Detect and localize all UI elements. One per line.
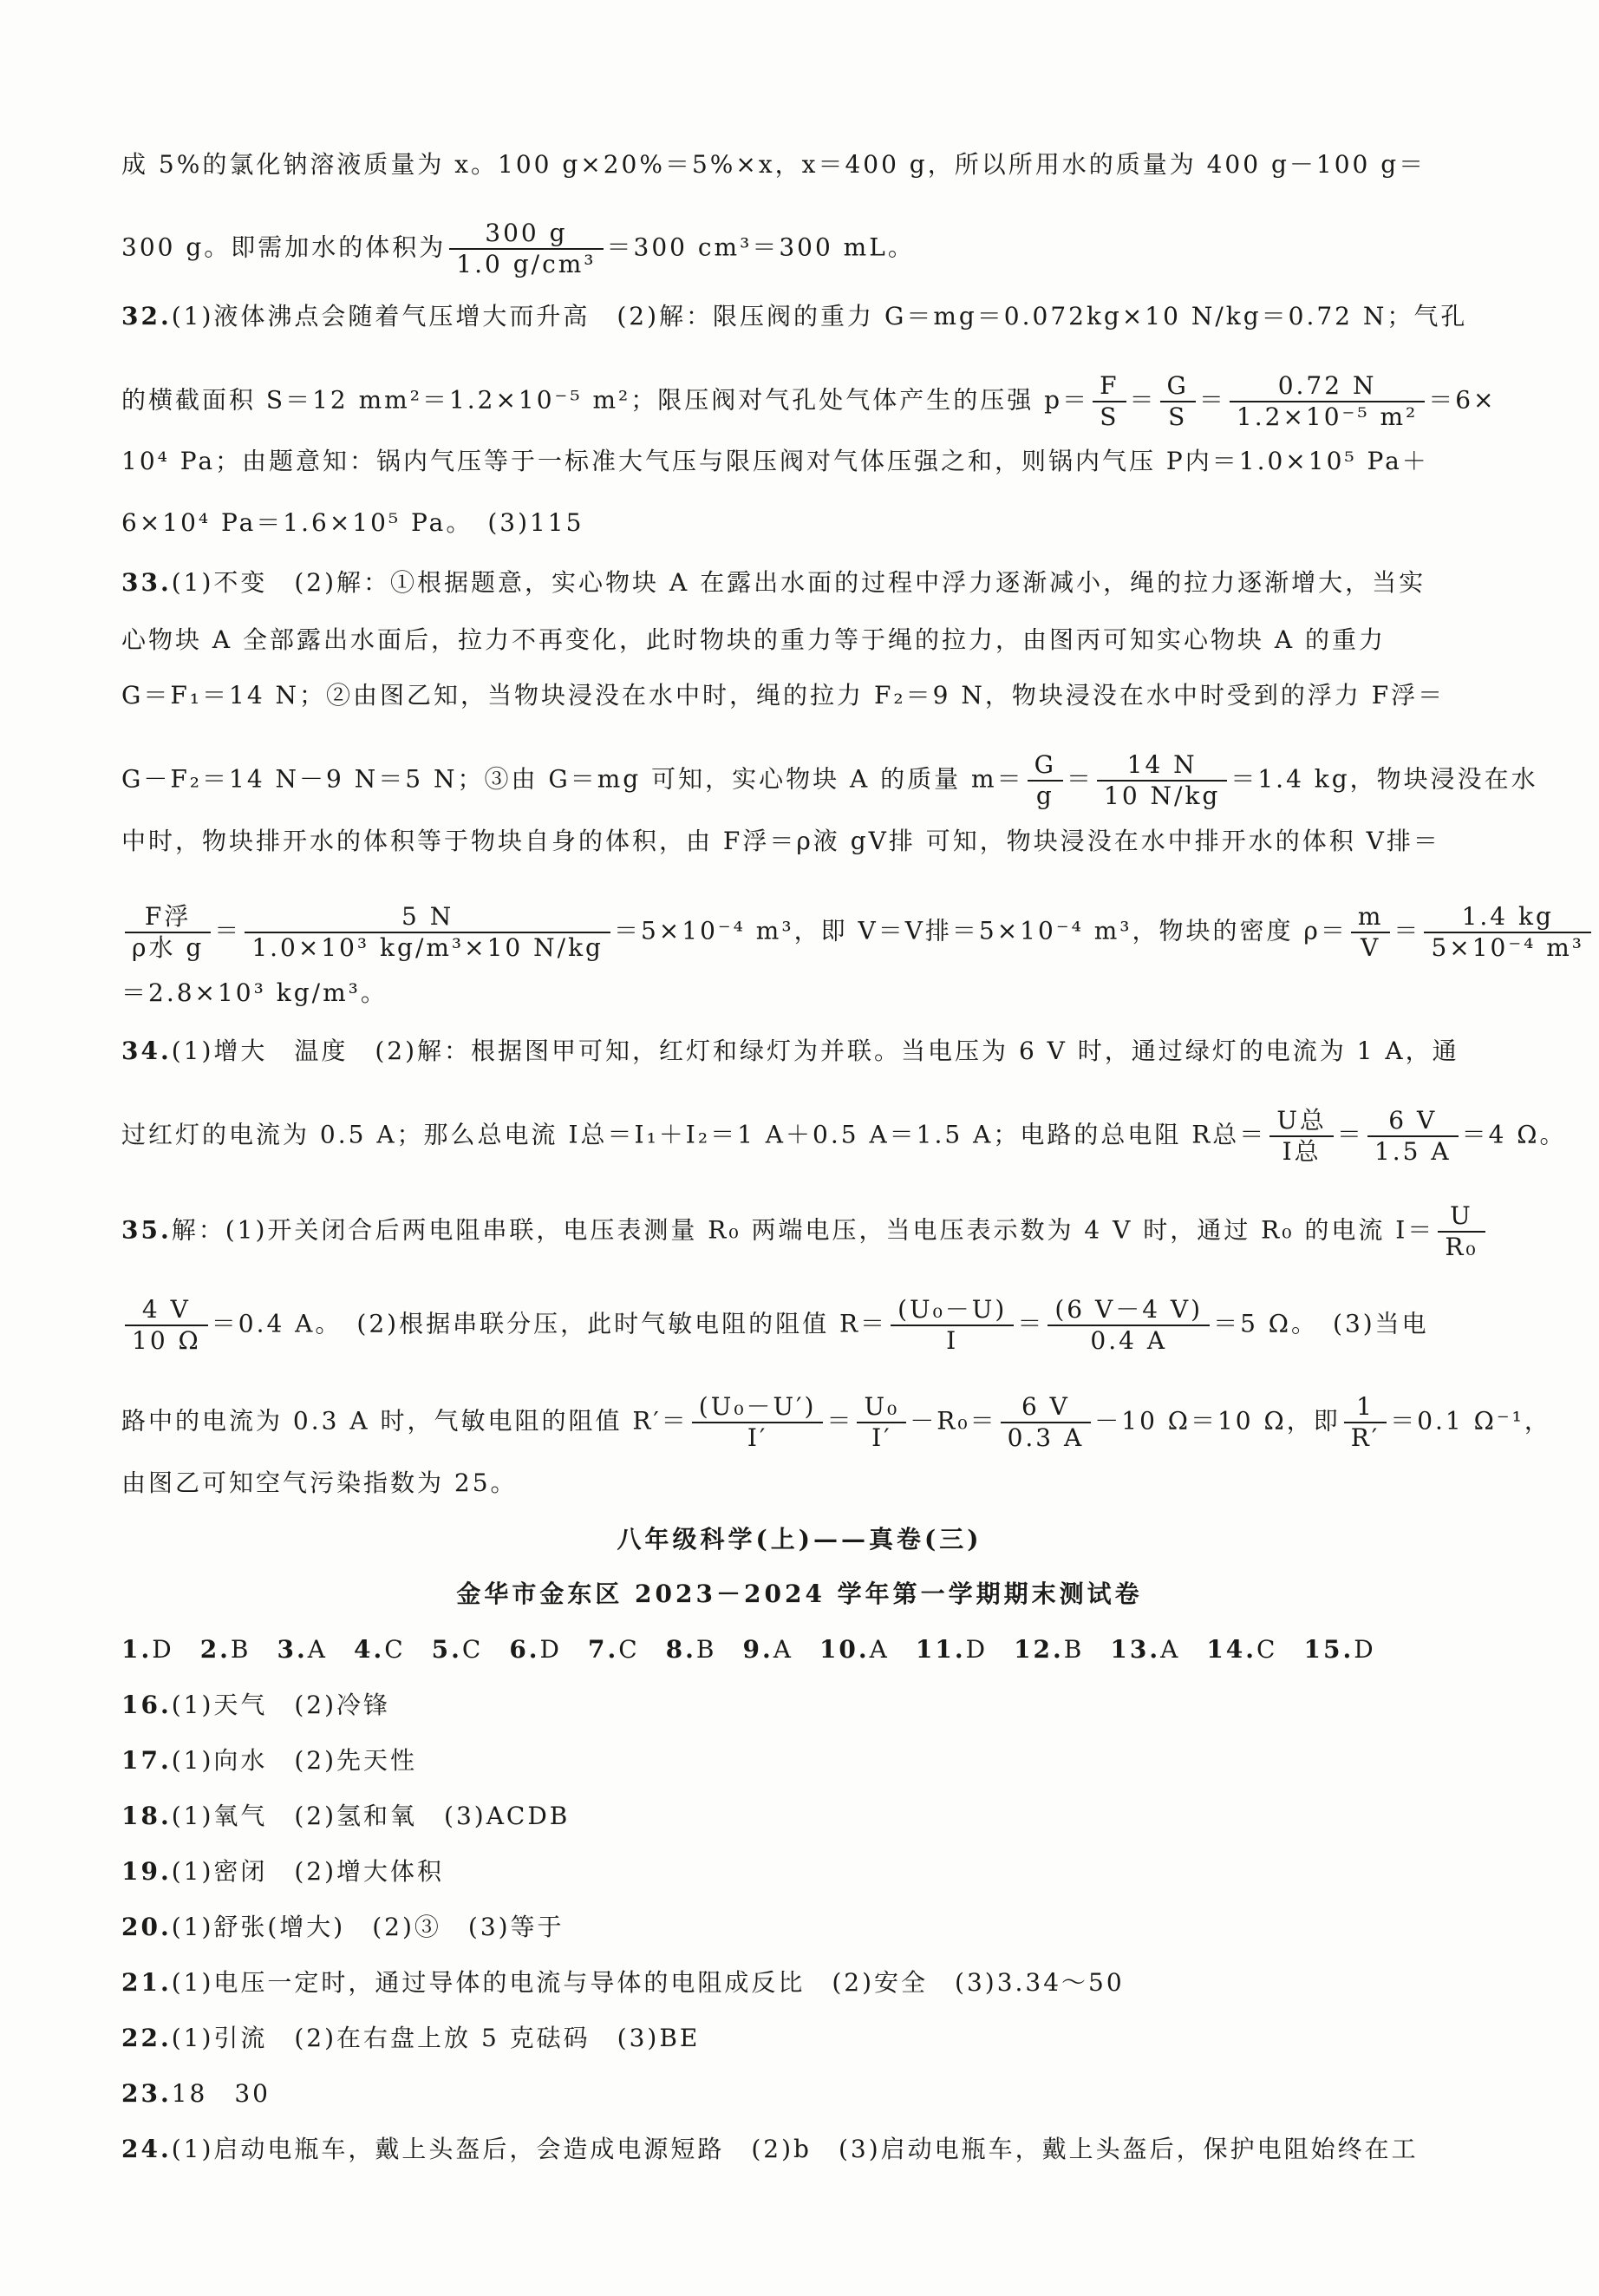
choice-answer: 1.D [121,1635,174,1664]
text-line: 10⁴ Pa；由题意知：锅内气压等于一标准大气压与限压阀对气体压强之和，则锅内气压 P内＝1.0×10⁵ Pa＋ [121,447,1429,475]
text-line: 6×10⁴ Pa＝1.6×10⁵ Pa。 (3)115 [121,508,584,537]
fraction: $\frac{\text{F浮}}{\text{ρ水 g}}$ [125,902,211,963]
choice-answer: 8.B [665,1635,717,1664]
text-line: $\frac{\text{F浮}}{\text{ρ水 g}}$ ＝ $\frac{5 N}{\text{1.0×10³ kg/m³×10 N/kg}}$ ＝5×10⁻⁴ m³，即 V＝V排＝5×10⁻⁴ m³，物块的密度 ρ＝ $\frac{m}{V}$ ＝ $\frac{1.4 kg}{\text{5×10⁻⁴ m³}}$ [121,902,1474,963]
choice-answer: 10.A [819,1635,890,1664]
question-number: 32. [121,302,172,330]
fraction: $\frac{5 N}{\text{1.0×10³ kg/m³×10 N/kg}}$ [245,902,610,963]
choice-answer: 12.B [1014,1635,1085,1664]
question-number: 33. [121,568,172,597]
text-line: G－F₂＝14 N－9 N＝5 N；③由 G＝mg 可知，实心物块 A 的质量 m＝ $\frac{G}{g}$ ＝ $\frac{14 N}{10 N/kg}$ ＝1.4 kg，物块浸没在水 [121,750,1538,810]
text-line: ＝2.8×10³ kg/m³。 [121,978,388,1007]
fraction: $\frac{U}{\text{R₀}}$ [1438,1201,1485,1262]
answer-line: 19.(1)密闭 (2)增大体积 [121,1857,445,1886]
choice-answer: 13.A [1110,1635,1181,1664]
fraction: $\frac{F}{S}$ [1093,371,1126,432]
text-line: 中时，物块排开水的体积等于物块自身的体积，由 F浮＝ρ液 gV排 可知，物块浸没在水中排开水的体积 V排＝ [121,827,1440,855]
text-line: 的横截面积 S＝12 mm²＝1.2×10⁻⁵ m²；限压阀对气孔处气体产生的压强 p＝ $\frac{F}{S}$ ＝ $\frac{G}{S}$ ＝ $\frac{0.72 N}{\text{1.2×10⁻⁵ m²}}$ ＝6× [121,371,1497,431]
text-line: 心物块 A 全部露出水面后，拉力不再变化，此时物块的重力等于绳的拉力，由图丙可知实心物块 A 的重力 [121,625,1387,654]
fraction: $\frac{4 V}{10 \Omega}$ [125,1295,208,1356]
text-line: 33.(1)不变 (2)解：①根据题意，实心物块 A 在露出水面的过程中浮力逐渐减小，绳的拉力逐渐增大，当实 [121,568,1426,597]
choice-answer: 3.A [277,1635,328,1664]
answer-line: 24.(1)启动电瓶车，戴上头盔后，会造成电源短路 (2)b (3)启动电瓶车，戴上头盔后，保护电阻始终在工 [121,2135,1419,2163]
text-line: 成 5%的氯化钠溶液质量为 x。100 g×20%＝5%×x，x＝400 g，所以所用水的质量为 400 g－100 g＝ [121,150,1426,179]
exam-title: 金华市金东区 2023－2024 学年第一学期期末测试卷 [456,1580,1143,1608]
choice-answer: 5.C [431,1635,484,1664]
choice-answers [121,1632,1474,1667]
fraction: $\frac{\text{(U₀－U)}}{I}$ [891,1295,1014,1356]
answer-line: 21.(1)电压一定时，通过导体的电流与导体的电阻成反比 (2)安全 (3)3.34～50 [121,1968,1125,1997]
choice-answer: 14.C [1206,1635,1278,1664]
text-line: G＝F₁＝14 N；②由图乙知，当物块浸没在水中时，绳的拉力 F₂＝9 N，物块浸没在水中时受到的浮力 F浮＝ [121,681,1446,710]
text-line: 过红灯的电流为 0.5 A；那么总电流 I总＝I₁＋I₂＝1 A＋0.5 A＝1.5 A；电路的总电阻 R总＝ $\frac{\text{U总}}{\text{I总}}$ ＝ $\frac{6 V}{1.5 A}$ ＝4 Ω。 [121,1106,1567,1166]
text-line: 35.解：(1)开关闭合后两电阻串联，电压表测量 R₀ 两端电压，当电压表示数为 4 V 时，通过 R₀ 的电流 I＝ $\frac{U}{\text{R₀}}$ [121,1201,1474,1262]
text-line: $\frac{4 V}{10 \Omega}$ ＝0.4 A。 (2)根据串联分压，此时气敏电阻的阻值 R＝ $\frac{\text{(U₀－U)}}{I}$ ＝ $\frac{(6 V-4 V)}{0.4 A}$ ＝5 Ω。 (3)当电 [121,1295,1474,1356]
choice-answer: 9.A [742,1635,793,1664]
text-line: 300 g。即需加水的体积为 $\frac{300 g}{\text{1.0 g/cm³}}$ ＝300 cm³＝300 mL。 [121,219,915,278]
choice-answer: 2.B [199,1635,251,1664]
fraction: $\frac{(6 V-4 V)}{0.4 A}$ [1048,1295,1210,1356]
choice-answer: 15.D [1303,1635,1376,1664]
answer-line: 22.(1)引流 (2)在右盘上放 5 克砝码 (3)BE [121,2024,701,2052]
choice-answer: 11.D [915,1635,989,1664]
fraction: $\frac{G}{g}$ [1028,750,1063,811]
text-line: 34.(1)增大 温度 (2)解：根据图甲可知，红灯和绿灯为并联。当电压为 6 V 时，通过绿灯的电流为 1 A，通 [121,1037,1459,1065]
answer-line: 18.(1)氧气 (2)氢和氧 (3)ACDB [121,1802,571,1830]
fraction: $\frac{G}{S}$ [1160,371,1196,432]
fraction: $\frac{300 g}{\text{1.0 g/cm³}}$ [449,219,603,279]
question-number: 35. [121,1215,172,1245]
fraction: $\frac{6 V}{1.5 A}$ [1367,1106,1459,1167]
fraction: $\frac{\text{U总}}{\text{I总}}$ [1269,1106,1334,1167]
choice-answer: 7.C [588,1635,640,1664]
choice-answer: 6.D [509,1635,562,1664]
answer-line: 23.18 30 [121,2079,271,2108]
text-line: 路中的电流为 0.3 A 时，气敏电阻的阻值 R′＝ $\frac{\text{(U₀－U′)}}{I'}$ ＝ $\frac{\text{U₀}}{I'}$ －R₀＝ $\frac{6 V}{0.3 A}$ －10 Ω＝10 Ω，即 $\frac{1}{R'}$ ＝0.1 Ω⁻¹， [121,1392,1551,1452]
fraction: $\frac{m}{V}$ [1351,902,1391,963]
question-number: 34. [121,1037,172,1065]
text-line: 32.(1)液体沸点会随着气压增大而升高 (2)解：限压阀的重力 G＝mg＝0.072kg×10 N/kg＝0.72 N；气孔 [121,302,1468,330]
answer-line: 16.(1)天气 (2)冷锋 [121,1691,391,1719]
text-line: 由图乙可知空气污染指数为 25。 [121,1469,518,1497]
fraction: $\frac{0.72 N}{\text{1.2×10⁻⁵ m²}}$ [1230,371,1425,432]
fraction: $\frac{1.4 kg}{\text{5×10⁻⁴ m³}}$ [1424,902,1591,963]
fraction: $\frac{6 V}{0.3 A}$ [1001,1392,1092,1453]
choice-answer: 4.C [353,1635,406,1664]
fraction: $\frac{14 N}{10 N/kg}$ [1097,750,1227,811]
answer-line: 20.(1)舒张(增大) (2)③ (3)等于 [121,1913,565,1941]
section-title: 八年级科学(上)——真卷(三) [617,1525,982,1554]
fraction: $\frac{\text{U₀}}{I'}$ [857,1392,906,1453]
fraction: $\frac{1}{R'}$ [1344,1392,1387,1453]
answer-line: 17.(1)向水 (2)先天性 [121,1746,418,1775]
fraction: $\frac{\text{(U₀－U′)}}{I'}$ [692,1392,824,1453]
